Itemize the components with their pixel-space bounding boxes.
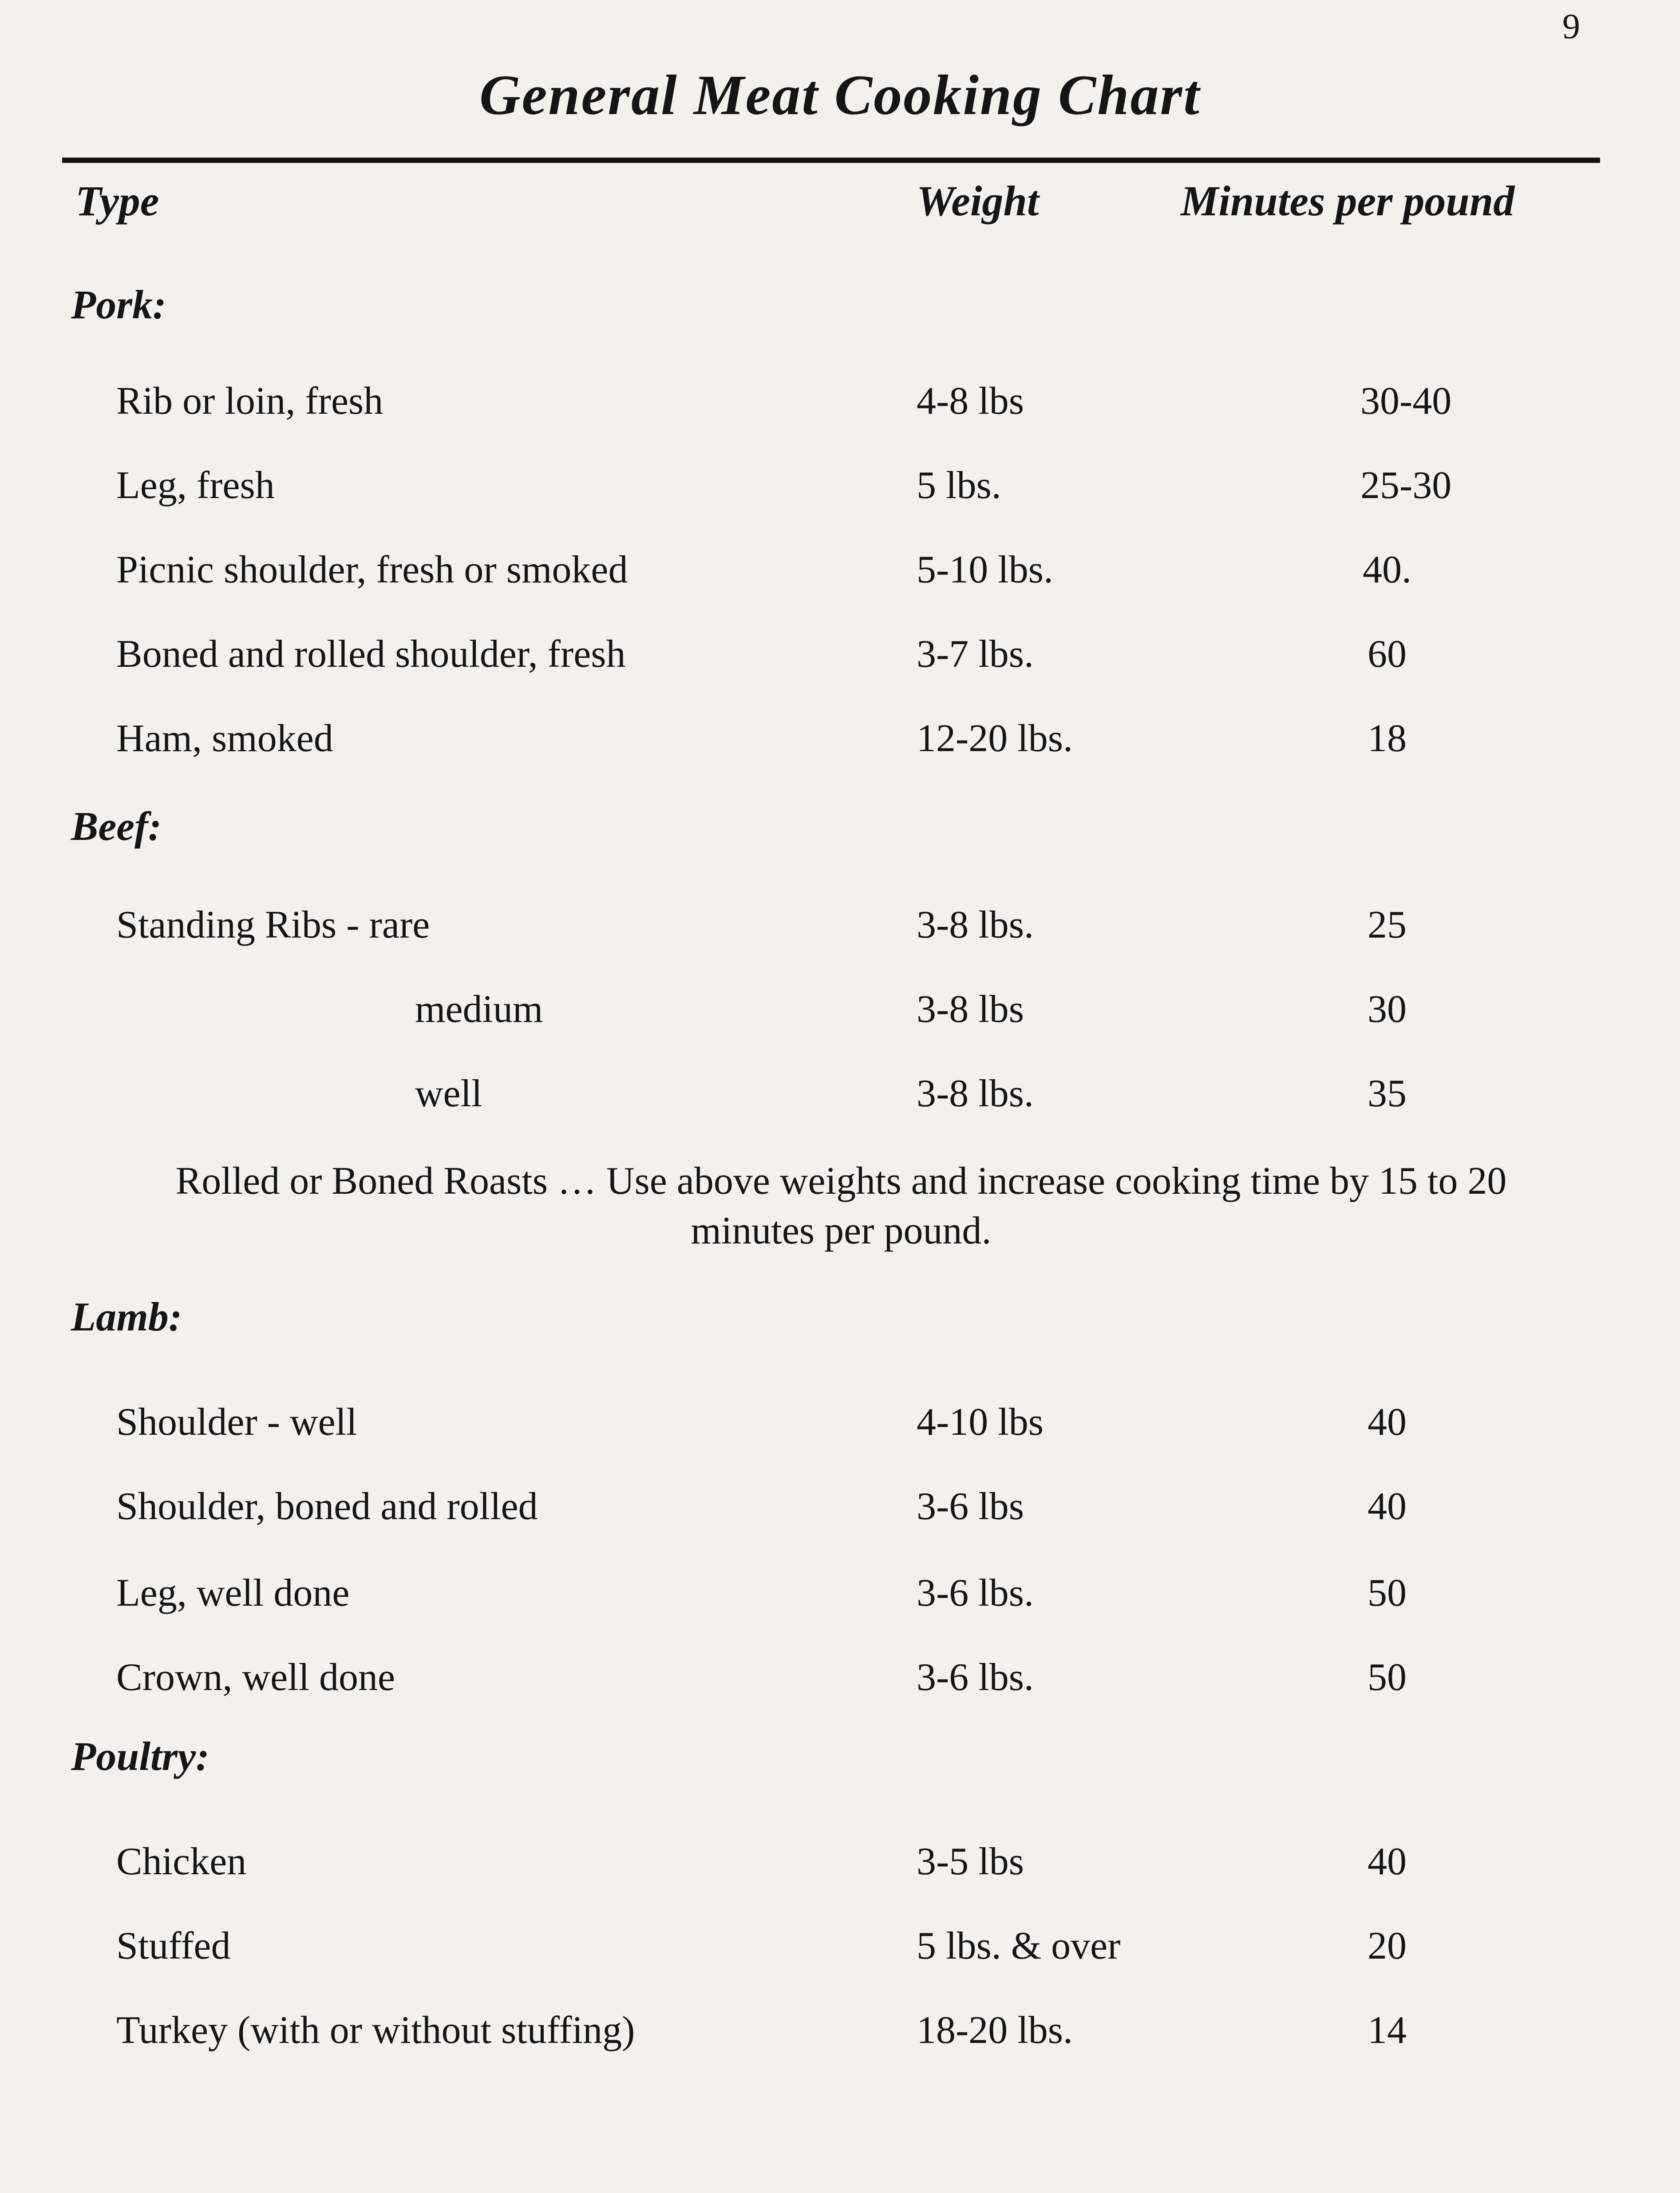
row-minutes: 18	[1368, 717, 1407, 760]
row-weight: 5 lbs.	[917, 464, 1001, 507]
row-type: Leg, fresh	[116, 464, 275, 507]
table-row	[0, 550, 1680, 599]
row-type: Ham, smoked	[116, 717, 333, 760]
table-row	[0, 1074, 1680, 1123]
table-row	[0, 719, 1680, 768]
row-weight: 3-8 lbs.	[917, 903, 1034, 946]
row-minutes: 30-40	[1360, 380, 1452, 423]
row-weight: 5 lbs. & over	[917, 1924, 1121, 1967]
row-minutes: 20	[1368, 1924, 1407, 1967]
row-type: Stuffed	[116, 1924, 231, 1967]
section-heading-lamb: Lamb:	[71, 1294, 182, 1339]
row-type: Turkey (with or without stuffing)	[116, 2009, 635, 2052]
row-minutes: 30	[1368, 988, 1407, 1031]
table-row	[0, 1487, 1680, 1536]
row-type: Boned and rolled shoulder, fresh	[116, 633, 626, 676]
table-row	[0, 382, 1680, 431]
table-row	[0, 635, 1680, 684]
column-header-weight: Weight	[917, 177, 1039, 225]
row-type: Shoulder, boned and rolled	[116, 1485, 538, 1528]
row-minutes: 35	[1368, 1072, 1407, 1115]
row-weight: 3-8 lbs.	[917, 1072, 1034, 1115]
row-minutes: 40	[1368, 1401, 1407, 1444]
row-weight: 18-20 lbs.	[917, 2009, 1073, 2052]
row-type: Leg, well done	[116, 1572, 350, 1615]
row-minutes: 40	[1368, 1485, 1407, 1528]
row-type: medium	[415, 988, 543, 1031]
page-title: General Meat Cooking Chart	[479, 63, 1201, 127]
table-row	[0, 1842, 1680, 1891]
page-number: 9	[1562, 7, 1580, 46]
row-minutes: 60	[1368, 633, 1407, 676]
row-weight: 3-8 lbs	[917, 988, 1024, 1031]
rolled-roasts-note: Rolled or Boned Roasts … Use above weights and increase cooking time by 15 to 20 minutes per pound.	[175, 1160, 1507, 1252]
table-row	[0, 466, 1680, 515]
row-minutes: 50	[1368, 1656, 1407, 1699]
table-row	[0, 1403, 1680, 1452]
row-weight: 3-6 lbs	[917, 1485, 1024, 1528]
table-row	[0, 2011, 1680, 2060]
section-heading-pork: Pork:	[71, 282, 166, 327]
table-row	[0, 1574, 1680, 1623]
row-weight: 3-6 lbs.	[917, 1656, 1034, 1699]
row-weight: 4-10 lbs	[917, 1401, 1044, 1444]
table-row	[0, 990, 1680, 1039]
row-type: Standing Ribs - rare	[116, 903, 430, 946]
row-weight: 3-7 lbs.	[917, 633, 1034, 676]
row-minutes: 25	[1368, 903, 1407, 946]
row-weight: 3-6 lbs.	[917, 1572, 1034, 1615]
row-minutes: 25-30	[1360, 464, 1452, 507]
table-row	[0, 1924, 1680, 1975]
row-minutes: 40.	[1363, 548, 1411, 591]
row-minutes: 50	[1368, 1572, 1407, 1615]
row-minutes: 14	[1368, 2009, 1407, 2052]
row-weight: 3-5 lbs	[917, 1840, 1024, 1883]
section-heading-poultry: Poultry:	[71, 1734, 210, 1779]
row-weight: 4-8 lbs	[917, 380, 1024, 423]
column-header-type: Type	[75, 177, 159, 225]
row-weight: 5-10 lbs.	[917, 548, 1053, 591]
row-type: Picnic shoulder, fresh or smoked	[116, 548, 628, 591]
row-minutes: 40	[1368, 1840, 1407, 1883]
row-type: Rib or loin, fresh	[116, 380, 383, 423]
row-type: Chicken	[116, 1840, 247, 1883]
table-row	[0, 903, 1680, 954]
table-row	[0, 1658, 1680, 1707]
title-rule	[62, 158, 1600, 163]
row-type: Crown, well done	[116, 1656, 395, 1699]
row-type: well	[415, 1072, 482, 1115]
row-weight: 12-20 lbs.	[917, 717, 1073, 760]
row-type: Shoulder - well	[116, 1401, 357, 1444]
column-header-minutes: Minutes per pound	[1181, 177, 1515, 225]
section-heading-beef: Beef:	[71, 804, 162, 849]
